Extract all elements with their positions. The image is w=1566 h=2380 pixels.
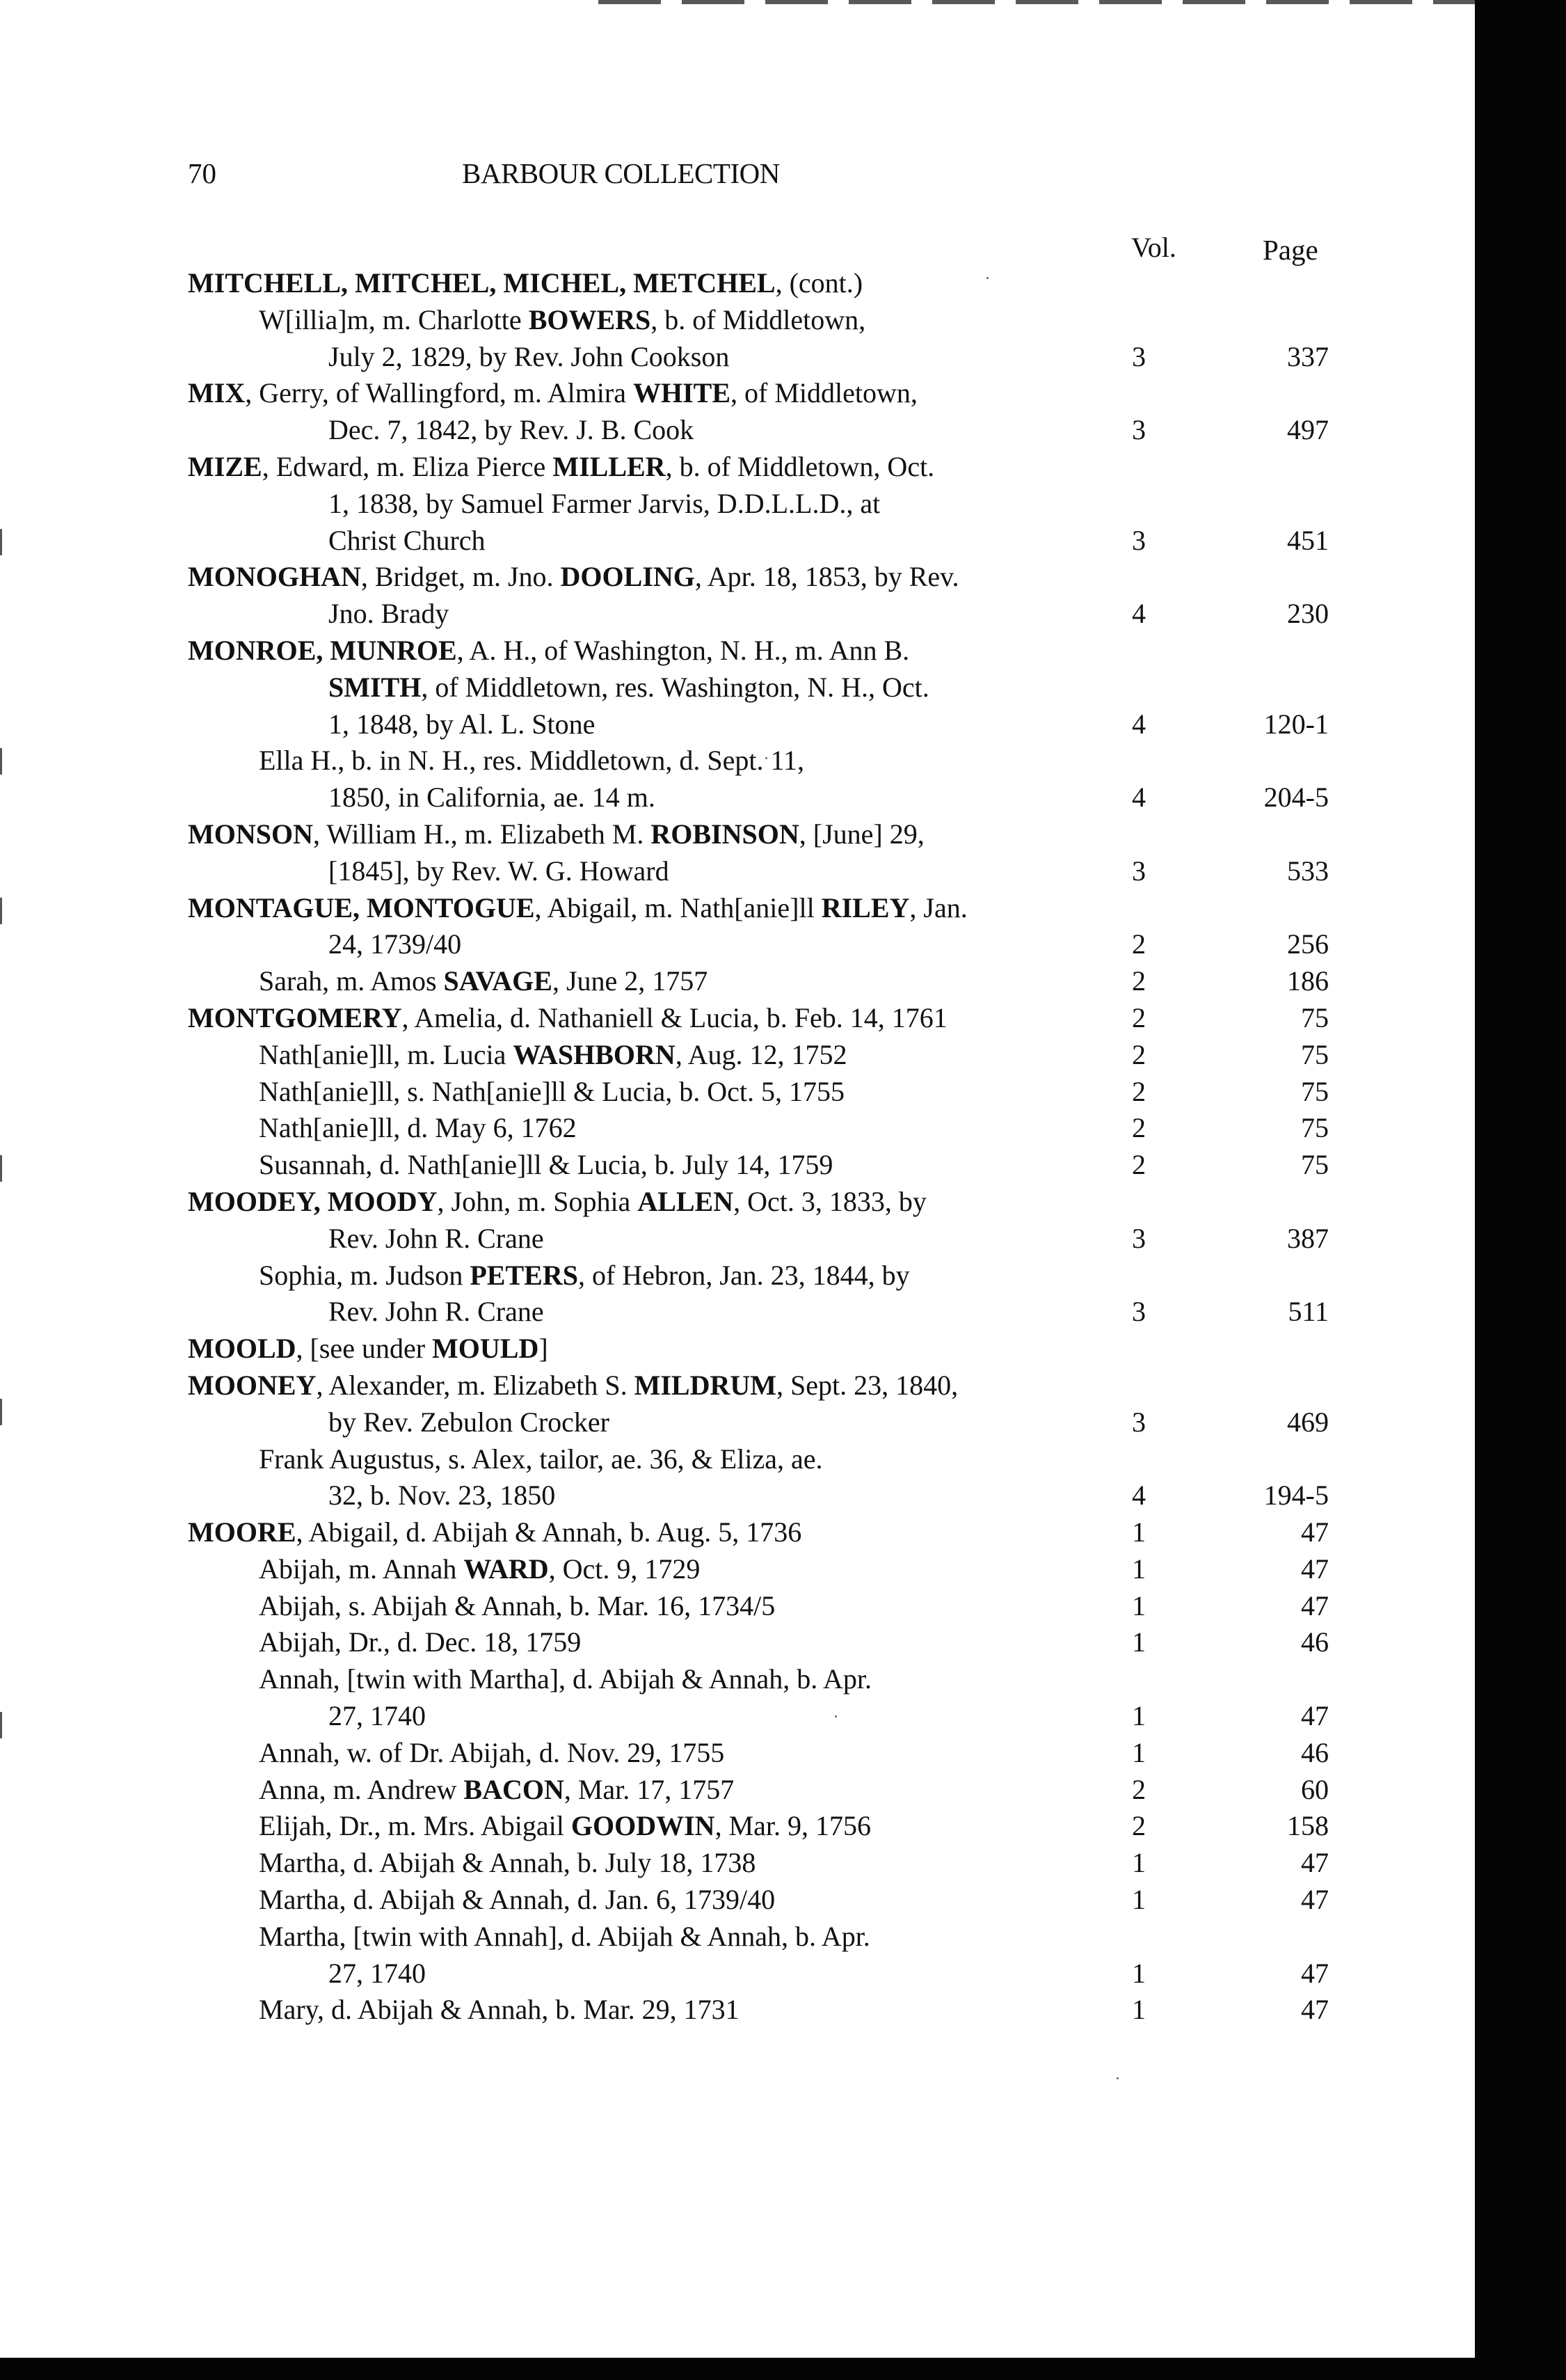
surname-entry-line (188, 816, 1329, 852)
volume-number: 3 (1132, 340, 1146, 372)
volume-number: 3 (1132, 414, 1146, 446)
record-line (188, 1587, 1329, 1624)
record-text-part: , Amelia, d. Nathaniell & Lucia, b. Feb. 14, 1761 (401, 1001, 948, 1033)
surname-bold: MONOGHAN (188, 561, 361, 593)
record-text (328, 411, 694, 448)
page-reference: 497 (1287, 414, 1329, 446)
surname-entry-line (188, 1514, 1329, 1550)
record-text-part: Dec. 7, 1842, by Rev. J. B. Cook (328, 414, 694, 446)
volume-number: 2 (1132, 1149, 1146, 1181)
record-text (259, 1844, 756, 1881)
record-text (328, 1293, 544, 1330)
record-line (188, 1146, 1329, 1183)
record-text-part: 32, b. Nov. 23, 1850 (328, 1479, 556, 1512)
surname-bold: MONSON (188, 818, 313, 850)
record-text-part: , Sept. 23, 1840, (776, 1369, 959, 1401)
volume-number: 2 (1132, 965, 1146, 997)
record-line (188, 1404, 1329, 1441)
record-text-part: , Abigail, m. Nath[anie]ll (534, 891, 822, 923)
surname-bold: MONTAGUE, MONTOGUE (188, 891, 535, 923)
record-text-part: , Mar. 17, 1757 (564, 1773, 735, 1805)
record-text (188, 558, 959, 595)
record-text-part: Sarah, m. Amos (259, 965, 444, 997)
page-reference: 120-1 (1263, 708, 1329, 740)
volume-number: 3 (1132, 855, 1146, 887)
volume-number: 1 (1132, 1736, 1146, 1768)
page-number: 70 (188, 157, 216, 189)
volume-number: 2 (1132, 928, 1146, 960)
record-line (188, 1036, 1329, 1073)
surname-entry-line (188, 632, 1329, 669)
record-line (188, 1734, 1329, 1771)
record-text-part: , of Middletown, (730, 377, 918, 409)
record-text (259, 1881, 775, 1918)
surname-bold: MILDRUM (634, 1369, 777, 1401)
record-text (328, 595, 449, 632)
record-text (259, 1257, 910, 1294)
record-line (188, 1881, 1329, 1918)
page-reference: 451 (1287, 524, 1329, 556)
record-text-part: W[illia]m, m. Charlotte (259, 303, 529, 335)
column-header-page: Page (1263, 234, 1318, 266)
record-text-part: 1850, in California, ae. 14 m. (328, 782, 655, 814)
page-reference: 47 (1301, 1847, 1329, 1879)
record-text (259, 1807, 871, 1844)
record-text-part: , Edward, m. Eliza Pierce (262, 450, 553, 482)
record-text (328, 1697, 426, 1734)
page-reference: 387 (1287, 1222, 1329, 1254)
record-line (188, 1624, 1329, 1660)
record-line (188, 301, 1329, 338)
scan-artifact-margin (0, 1712, 2, 1738)
record-text-part: Martha, d. Abijah & Annah, d. Jan. 6, 1739/40 (259, 1884, 776, 1916)
record-line (188, 1991, 1329, 2028)
record-text-part: , [June] 29, (799, 818, 925, 850)
surname-bold: MOONEY (188, 1369, 317, 1401)
record-line (188, 779, 1329, 816)
page-reference: 186 (1287, 965, 1329, 997)
record-text-part: , Abigail, d. Abijah & Annah, b. Aug. 5, 1736 (296, 1516, 802, 1548)
volume-number: 3 (1132, 1222, 1146, 1254)
record-text-part: Martha, [twin with Annah], d. Abijah & Annah, b. Apr. (259, 1920, 870, 1952)
record-line (188, 338, 1329, 375)
volume-number: 1 (1132, 1847, 1146, 1879)
record-text-part: , of Hebron, Jan. 23, 1844, by (577, 1259, 910, 1291)
record-text (259, 1587, 775, 1624)
surname-bold: PETERS (470, 1259, 578, 1291)
record-text-part: Sophia, m. Judson (259, 1259, 470, 1291)
record-text-part: , Oct. 3, 1833, by (733, 1185, 927, 1217)
record-text-part: Mary, d. Abijah & Annah, b. Mar. 29, 1731 (259, 1994, 740, 2026)
record-text (188, 1330, 548, 1367)
surname-bold: SAVAGE (443, 965, 552, 997)
page-reference: 75 (1301, 1075, 1329, 1107)
record-text (259, 1073, 845, 1110)
record-text (259, 1991, 740, 2028)
record-text-part: , Mar. 9, 1756 (714, 1810, 871, 1842)
volume-number: 3 (1132, 1406, 1146, 1438)
surname-entry-line (188, 999, 1329, 1036)
page-reference: 46 (1301, 1626, 1329, 1658)
record-text (328, 852, 669, 889)
record-text-part: , Alexander, m. Elizabeth S. (316, 1369, 634, 1401)
record-text (259, 1550, 700, 1587)
record-text-part: Christ Church (328, 524, 486, 556)
surname-bold: MOOLD (188, 1333, 296, 1365)
record-text-part: Jno. Brady (328, 598, 449, 630)
volume-number: 2 (1132, 1038, 1146, 1070)
surname-bold: MONROE, MUNROE (188, 634, 457, 666)
record-text-part: Frank Augustus, s. Alex, tailor, ae. 36, & Eliza, ae. (259, 1443, 823, 1475)
record-line (188, 1771, 1329, 1808)
volume-number: 2 (1132, 1075, 1146, 1107)
surname-entry-line (188, 1183, 1329, 1220)
record-text-part: , Gerry, of Wallingford, m. Almira (245, 377, 633, 409)
page-reference: 158 (1287, 1810, 1329, 1842)
record-text-part: , b. of Middletown, (650, 303, 866, 335)
surname-bold: WHITE (633, 377, 731, 409)
surname-bold: MIZE (188, 450, 262, 482)
page-reference: 75 (1301, 1149, 1329, 1181)
record-text-part: 27, 1740 (328, 1957, 426, 1989)
surname-bold: MIX (188, 377, 246, 409)
record-text (259, 1624, 581, 1660)
page-reference: 47 (1301, 1553, 1329, 1585)
volume-number: 2 (1132, 1810, 1146, 1842)
page-reference: 47 (1301, 1957, 1329, 1989)
record-text-part: Nath[anie]ll, s. Nath[anie]ll & Lucia, b. Oct. 5, 1755 (259, 1075, 845, 1107)
record-text-part: , William H., m. Elizabeth M. (313, 818, 651, 850)
record-text (259, 1146, 833, 1183)
record-text-part: Elijah, Dr., m. Mrs. Abigail (259, 1810, 571, 1842)
record-text (188, 1367, 958, 1404)
record-text-part: , John, m. Sophia (437, 1185, 638, 1217)
record-line (188, 669, 1329, 706)
record-line (188, 706, 1329, 743)
record-line (188, 1109, 1329, 1146)
volume-number: 2 (1132, 1001, 1146, 1033)
record-line (188, 852, 1329, 889)
record-line (188, 1955, 1329, 1992)
record-text (259, 742, 804, 779)
volume-number: 3 (1132, 524, 1146, 556)
volume-number: 1 (1132, 1589, 1146, 1621)
record-text (328, 1404, 609, 1441)
volume-number: 1 (1132, 1516, 1146, 1548)
surname-entry-line (188, 1367, 1329, 1404)
record-text (259, 1771, 734, 1808)
surname-bold: ALLEN (637, 1185, 734, 1217)
scan-speck (1117, 2077, 1119, 2079)
surname-bold: DOOLING (560, 561, 695, 593)
record-text-part: Annah, [twin with Martha], d. Abijah & Annah, b. Apr. (259, 1663, 872, 1695)
record-text (188, 448, 934, 485)
record-text-part: , b. of Middletown, Oct. (665, 450, 935, 482)
record-text-part: Annah, w. of Dr. Abijah, d. Nov. 29, 1755 (259, 1736, 725, 1768)
record-text (259, 1036, 847, 1073)
record-line (188, 595, 1329, 632)
record-text-part: Abijah, m. Annah (259, 1553, 464, 1585)
record-line (188, 1073, 1329, 1110)
surname-bold: MOULD (432, 1333, 539, 1365)
volume-number: 4 (1132, 708, 1146, 740)
running-title: BARBOUR COLLECTION (462, 157, 780, 189)
scan-border-right (1475, 0, 1566, 2380)
surname-bold: WASHBORN (513, 1038, 676, 1070)
record-text (188, 374, 918, 411)
surname-bold: WARD (463, 1553, 549, 1585)
record-text-part: , Apr. 18, 1853, by Rev. (694, 561, 959, 593)
record-list (188, 264, 1329, 2028)
record-line (188, 1257, 1329, 1294)
volume-number: 2 (1132, 1773, 1146, 1805)
record-text-part: [1845], by Rev. W. G. Howard (328, 855, 669, 887)
page-reference: 469 (1287, 1406, 1329, 1438)
record-text (188, 1514, 801, 1550)
record-line (188, 1660, 1329, 1697)
page-reference: 47 (1301, 1516, 1329, 1548)
volume-number: 1 (1132, 1994, 1146, 2026)
surname-bold: MONTGOMERY (188, 1001, 402, 1033)
record-text (188, 999, 948, 1036)
volume-number: 4 (1132, 782, 1146, 814)
record-text-part: , of Middletown, res. Washington, N. H., Oct. (421, 671, 929, 703)
record-text-part: , Bridget, m. Jno. (360, 561, 561, 593)
volume-number: 4 (1132, 598, 1146, 630)
surname-entry-line (188, 558, 1329, 595)
record-text (328, 485, 880, 522)
surname-bold: GOODWIN (570, 1810, 715, 1842)
record-text (188, 1183, 927, 1220)
surname-entry-line (188, 1330, 1329, 1367)
record-text (328, 522, 486, 559)
record-text (188, 816, 925, 852)
record-text (328, 779, 655, 816)
surname-bold: MITCHELL, MITCHEL, MICHEL, METCHEL (188, 267, 776, 299)
page-reference: 75 (1301, 1112, 1329, 1144)
surname-entry-line (188, 448, 1329, 485)
volume-number: 4 (1132, 1479, 1146, 1512)
page-reference: 533 (1287, 855, 1329, 887)
volume-number: 1 (1132, 1553, 1146, 1585)
scan-artifact-margin (0, 748, 2, 775)
record-line (188, 1220, 1329, 1257)
record-text-part: , Jan. (909, 891, 968, 923)
record-text-part: 24, 1739/40 (328, 928, 462, 960)
record-text-part: July 2, 1829, by Rev. John Cookson (328, 340, 730, 372)
record-text-part: Rev. John R. Crane (328, 1222, 544, 1254)
surname-bold: MILLER (552, 450, 666, 482)
surname-bold: RILEY (821, 891, 910, 923)
scan-artifact-margin (0, 1399, 2, 1425)
record-text (328, 1477, 555, 1514)
page-reference: 47 (1301, 1589, 1329, 1621)
surname-bold: BACON (463, 1773, 564, 1805)
record-line (188, 1844, 1329, 1881)
record-line (188, 1807, 1329, 1844)
record-text (259, 1441, 822, 1477)
page-reference: 204-5 (1263, 782, 1329, 814)
record-text (188, 632, 909, 669)
record-text-part: , Oct. 9, 1729 (548, 1553, 701, 1585)
page-reference: 47 (1301, 1884, 1329, 1916)
record-text-part: Susannah, d. Nath[anie]ll & Lucia, b. July 14, 1759 (259, 1149, 833, 1181)
record-line (188, 1293, 1329, 1330)
volume-number: 1 (1132, 1700, 1146, 1732)
record-text-part: Abijah, s. Abijah & Annah, b. Mar. 16, 1734/5 (259, 1589, 776, 1621)
record-line (188, 1918, 1329, 1955)
record-line (188, 742, 1329, 779)
record-line (188, 411, 1329, 448)
volume-number: 1 (1132, 1957, 1146, 1989)
column-header-vol: Vol. (1131, 232, 1176, 263)
record-text-part: Nath[anie]ll, d. May 6, 1762 (259, 1112, 577, 1144)
record-text-part: Martha, d. Abijah & Annah, b. July 18, 1738 (259, 1847, 756, 1879)
record-line (188, 485, 1329, 522)
record-text-part: , (cont.) (775, 267, 863, 299)
page-reference: 511 (1288, 1296, 1329, 1328)
page-reference: 75 (1301, 1001, 1329, 1033)
record-line (188, 522, 1329, 559)
surname-entry-line (188, 264, 1329, 301)
scan-artifact-margin (0, 898, 2, 924)
scan-artifact-top (598, 0, 1475, 4)
record-text-part: 27, 1740 (328, 1700, 426, 1732)
record-text (328, 338, 729, 375)
record-text (328, 706, 595, 743)
record-text-part: Nath[anie]ll, m. Lucia (259, 1038, 513, 1070)
record-text-part: , Aug. 12, 1752 (675, 1038, 847, 1070)
record-text (259, 1660, 872, 1697)
record-line (188, 1477, 1329, 1514)
page-reference: 256 (1287, 928, 1329, 960)
record-text-part: , [see under (296, 1333, 433, 1365)
record-text (259, 1109, 577, 1146)
volume-number: 2 (1132, 1112, 1146, 1144)
record-text (188, 264, 863, 301)
volume-number: 3 (1132, 1296, 1146, 1328)
record-line (188, 1697, 1329, 1734)
record-line (188, 926, 1329, 962)
record-line (188, 962, 1329, 999)
record-text (328, 1220, 544, 1257)
scan-border-bottom (0, 2358, 1566, 2380)
surname-entry-line (188, 889, 1329, 926)
surname-bold: SMITH (328, 671, 422, 703)
page-reference: 60 (1301, 1773, 1329, 1805)
page-reference: 337 (1287, 340, 1329, 372)
record-text-part: Rev. John R. Crane (328, 1296, 544, 1328)
record-text-part: , June 2, 1757 (552, 965, 708, 997)
record-line (188, 1550, 1329, 1587)
record-text (259, 962, 708, 999)
scan-artifact-margin (0, 1155, 2, 1182)
surname-bold: MOORE (188, 1516, 296, 1548)
record-text-part: 1, 1838, by Samuel Farmer Jarvis, D.D.L.L.D., at (328, 487, 881, 519)
record-text-part: 1, 1848, by Al. L. Stone (328, 708, 596, 740)
page-reference: 194-5 (1263, 1479, 1329, 1512)
volume-number: 1 (1132, 1884, 1146, 1916)
record-text (259, 1918, 870, 1955)
record-line (188, 1441, 1329, 1477)
record-text (328, 669, 929, 706)
record-text (259, 1734, 724, 1771)
page-reference: 47 (1301, 1700, 1329, 1732)
page-reference: 47 (1301, 1994, 1329, 2026)
page-reference: 75 (1301, 1038, 1329, 1070)
record-text-part: Ella H., b. in N. H., res. Middletown, d. Sept. 11, (259, 745, 805, 777)
record-text (328, 1955, 426, 1992)
surname-entry-line (188, 374, 1329, 411)
record-text (259, 301, 865, 338)
scan-artifact-margin (0, 529, 2, 555)
record-text-part: Anna, m. Andrew (259, 1773, 464, 1805)
page-reference: 46 (1301, 1736, 1329, 1768)
volume-number: 1 (1132, 1626, 1146, 1658)
record-text-part: Abijah, Dr., d. Dec. 18, 1759 (259, 1626, 582, 1658)
record-text (328, 926, 461, 962)
record-text-part: ] (538, 1333, 548, 1365)
page-reference: 230 (1287, 598, 1329, 630)
surname-bold: BOWERS (528, 303, 651, 335)
surname-bold: ROBINSON (650, 818, 799, 850)
record-text-part: by Rev. Zebulon Crocker (328, 1406, 609, 1438)
surname-bold: MOODEY, MOODY (188, 1185, 438, 1217)
record-text-part: , A. H., of Washington, N. H., m. Ann B. (456, 634, 910, 666)
record-text (188, 889, 968, 926)
